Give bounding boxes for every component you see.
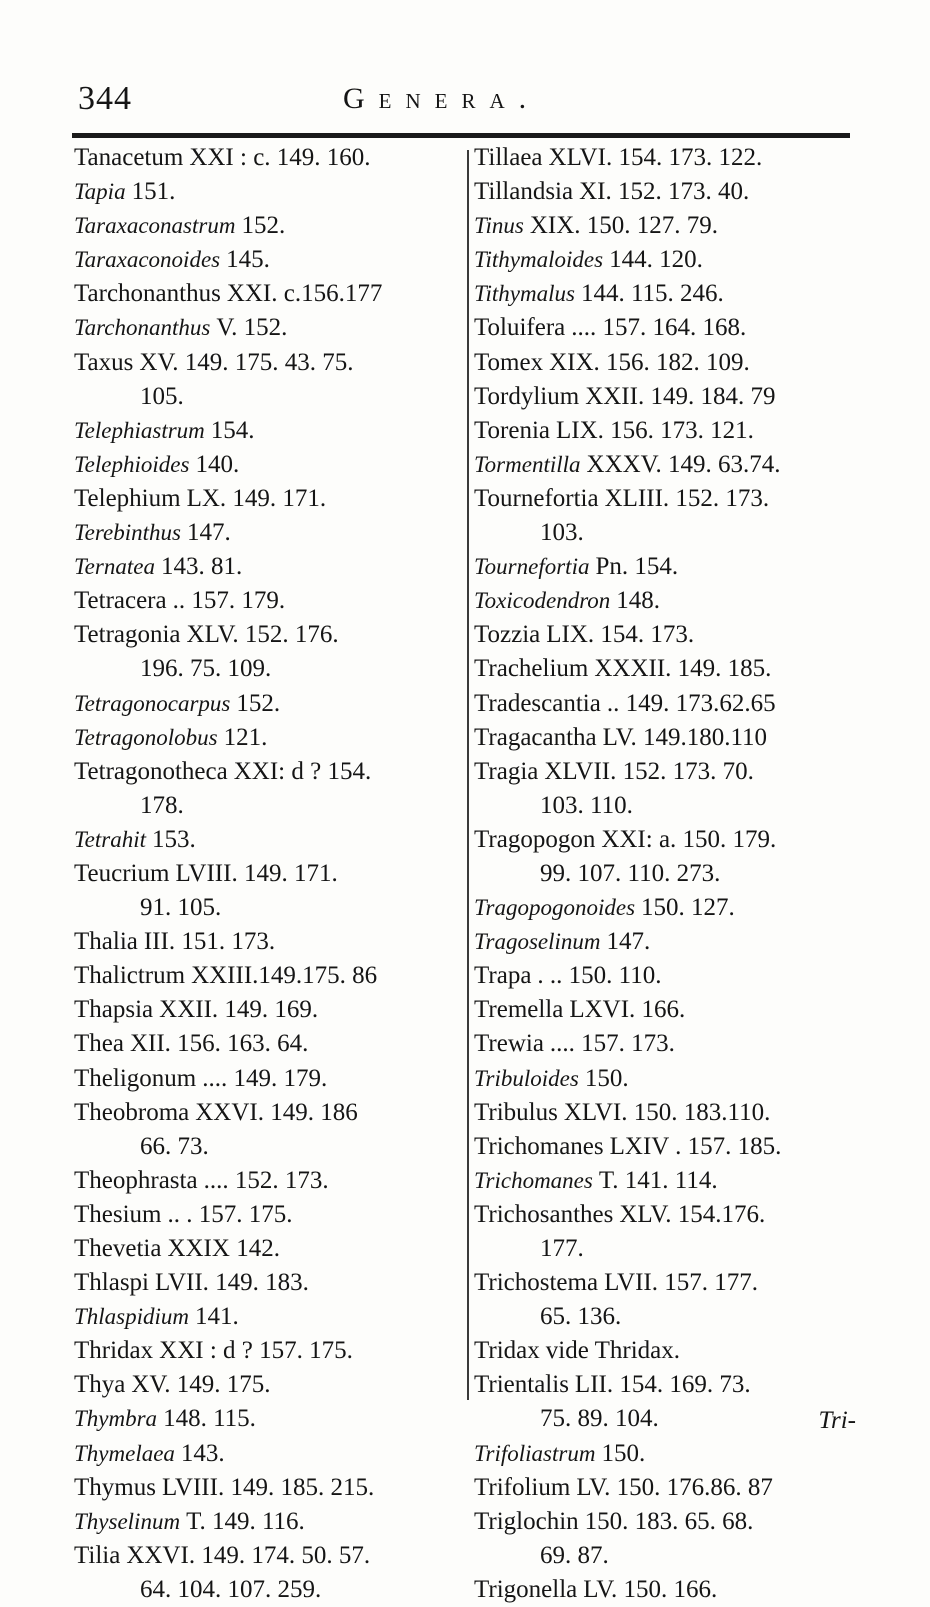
genus-name: Tridax [474,1337,540,1365]
index-entry [74,925,466,959]
index-entry [74,1027,466,1061]
page-references: 65. 136. [540,1303,622,1331]
index-entry [474,755,854,789]
page-references: XXII. 149. 184. 79 [585,382,776,410]
genus-name: Tinus [474,213,524,239]
index-entry [474,789,854,823]
genus-name: Tetrahit [74,826,147,852]
genus-name: Telephioides [74,451,190,477]
index-entry [474,448,854,482]
index-entry [474,346,854,380]
genus-name: Thridax [74,1337,154,1365]
index-entry [474,925,854,959]
genus-name: Trapa [474,962,532,990]
index-entry [474,1062,854,1096]
genus-name: Tomex [474,348,544,376]
index-entry [474,1096,854,1130]
index-entry [474,516,854,550]
genus-name: Trigonella [474,1575,578,1603]
page-references: 145. [226,246,270,274]
page-references: 150. 183. 65. 68. [584,1507,754,1535]
page-references: XXIX 142. [167,1235,280,1262]
genus-name: Trichomanes [474,1132,604,1160]
index-entry [474,1130,854,1164]
index-entry [474,1505,854,1539]
index-entry [74,687,466,721]
left-column [74,141,466,1607]
genus-name: Toxicodendron [474,588,611,614]
page-references: 91. 105. [140,894,222,922]
page-references: .. 157. 179. [172,587,286,615]
genus-name: Thyselinum [74,1508,181,1534]
index-entry [74,584,466,618]
index-entry [74,1062,466,1096]
genus-name: Tilia [74,1541,121,1569]
page-references: XXXII. 149. 185. [594,655,772,683]
index-entry [474,1471,854,1505]
page-references: XXI: d ? 154. [233,757,372,785]
genus-name: Telephiastrum [74,417,205,443]
genus-name: Trichomanes [474,1167,593,1193]
index-entry [474,175,854,209]
page-references: XV. 149. 175. [131,1371,271,1399]
genus-name: Thevetia [74,1235,162,1262]
index-entry [74,1437,466,1471]
page-references: 143. 81. [160,553,243,581]
index-entry [74,959,466,993]
page-references: .. 149. 173.62.65 [606,689,776,717]
index-entry [74,789,466,823]
index-entry [74,823,466,857]
index-entry [474,1027,854,1061]
page-references: III. 151. 173. [143,928,276,956]
index-entry [74,618,466,652]
genus-name: Tozzia [474,621,541,649]
index-entry [74,482,466,516]
page-references: 154. [210,416,255,444]
genus-name: Taraxaconastrum [74,213,236,239]
catchword: Tri- [818,1407,856,1434]
page-references: 178. [140,791,184,819]
genus-name: Tapia [74,179,126,205]
genus-name: Taxus [74,348,134,376]
index-entry [74,414,466,448]
index-entry [474,1198,854,1232]
page-references: 152. [236,689,281,717]
page-references: .... 157. 173. [549,1030,675,1058]
index-entry [474,1266,854,1300]
page-references: XXI: a. 150. 179. [601,825,777,853]
page-references: XXI : c. 149. 160. [189,144,371,171]
index-entry [74,311,466,345]
page-references: XIX. 150. 127. 79. [529,212,719,240]
page-references: LII. 154. 169. 73. [574,1371,751,1399]
page-references: 121. [223,723,268,751]
page-references: 153. [152,825,196,853]
header-rule [72,133,850,138]
index-entry [74,346,466,380]
index-entry [74,1266,466,1300]
page-references: 69. 87. [540,1541,609,1569]
index-entry [74,1198,466,1232]
page-references: 141. [195,1303,239,1331]
page-references: 150. [601,1439,646,1467]
page-references: LVII. 149. 183. [155,1269,309,1297]
genus-name: Thlaspidium [74,1304,190,1330]
index-entry [474,141,854,175]
genus-name: Tournefortia [474,554,590,580]
index-entry [474,687,854,721]
index-entry [474,1402,854,1436]
page-references: LXVI. 166. [569,996,686,1024]
genus-name: Tetragonia [74,621,181,649]
genus-name: Thalictrum [74,962,186,990]
genus-name: Trientalis [474,1371,569,1399]
genus-name: Tordylium [474,382,580,410]
right-column [474,141,854,1607]
genus-name: Tetragonolobus [74,724,218,750]
column-divider [467,150,469,1400]
page-references: XXVI. 149. 186 [195,1098,358,1126]
index-entry [474,823,854,857]
page-references: 64. 104. 107. 259. [140,1575,322,1603]
genus-name: Thalia [74,928,138,956]
genus-name: Trachelium [474,655,589,683]
index-entry [74,1368,466,1402]
genus-name: Thymus [74,1473,156,1501]
index-entry [74,755,466,789]
page-references: 148. 115. [163,1405,256,1433]
index-entry [474,652,854,686]
running-title: Genera. [343,82,541,115]
index-entry [74,516,466,550]
page-references: 152. [241,212,286,240]
page-references: XLV. 154.176. [619,1200,766,1228]
index-entry [474,891,854,925]
page-references: XLVI. 154. 173. 122. [548,144,763,171]
page-references: XII. 156. 163. 64. [129,1030,309,1058]
index-entry [474,1573,854,1607]
page-references: 144. 120. [609,246,703,274]
genus-name: Toluifera [474,314,566,342]
genus-name: Tragacantha [474,723,597,751]
genus-name: Ternatea [74,554,155,580]
index-entry [74,857,466,891]
index-entry [74,209,466,243]
index-entry [74,141,466,175]
page-references: XLV. 152. 176. [186,621,339,649]
page-references: LV. 149.180.110 [602,723,768,751]
genus-name: Triglochin [474,1507,579,1535]
page-references: XLVI. 150. 183.110. [563,1098,771,1126]
genus-name: Theophrasta [74,1166,198,1194]
index-entry [474,1300,854,1334]
index-entry [474,857,854,891]
genus-name: Tetragonocarpus [74,690,231,716]
index-entry [474,721,854,755]
page-number: 344 [78,80,132,117]
page-references: 140. [195,450,240,478]
genus-name: Thea [74,1030,124,1058]
index-entry [474,277,854,311]
page-references: 99. 107. 110. 273. [540,859,721,887]
genus-name: Thymbra [74,1406,158,1432]
genus-name: Tournefortia [474,484,599,512]
page-references: XXVI. 149. 174. 50. 57. [126,1541,371,1569]
page-references: LXIV . 157. 185. [609,1132,782,1160]
genus-name: Tormentilla [474,451,581,477]
genus-name: Tragia [474,757,539,785]
page-references: XV. 149. 175. 43. 75. [139,348,354,376]
genus-name: Thlaspi [74,1269,149,1297]
index-entry [474,209,854,243]
index-entry [74,1471,466,1505]
index-entry [474,1368,854,1402]
index-entry [74,380,466,414]
genus-name: Theobroma [74,1098,190,1126]
index-entry [474,1539,854,1573]
page-references: 148. [616,587,661,615]
index-entry [74,1402,466,1436]
page-references: .... 149. 179. [202,1064,328,1092]
index-entry [74,175,466,209]
index-entry [74,1164,466,1198]
index-entry [474,1232,854,1266]
page-references: 103. [540,519,584,547]
page-references: XXI. c.156.177 [226,280,383,308]
genus-name: Terebinthus [74,520,181,546]
page-references: T. 149. 116. [186,1507,305,1535]
page-header [78,80,850,130]
page-references: XI. 152. 173. 40. [579,178,750,206]
genus-name: Trewia [474,1030,544,1058]
genus-name: Thesium [74,1200,162,1228]
genus-name: Tarchonanthus [74,315,211,341]
genus-name: Thymelaea [74,1440,175,1466]
page-references: . .. 150. 110. [537,962,662,990]
genus-name: Thya [74,1371,126,1399]
page-references: XXIII.149.175. 86 [191,962,378,990]
page-references: 143. [180,1439,225,1467]
page-references: XXII. 149. 169. [159,996,319,1024]
page-references: LV. 150. 166. [583,1575,718,1603]
index-entry [474,380,854,414]
index-entry [474,414,854,448]
page-references: 151. [131,178,176,206]
index-entry [74,1539,466,1573]
index-entry [74,550,466,584]
page-references: .. . 157. 175. [167,1200,293,1228]
page-references: .... 157. 164. 168. [571,314,747,342]
page-references: XXI : d ? 157. 175. [159,1337,353,1365]
page-references: LVIII. 149. 185. 215. [161,1473,375,1501]
genus-name: Taraxaconoides [74,247,221,273]
index-entry [74,652,466,686]
genus-name: Tetragonotheca [74,757,228,785]
genus-name: Theligonum [74,1064,197,1092]
page-references: XXXV. 149. 63.74. [586,450,781,478]
index-entry [474,618,854,652]
index-entry [474,1437,854,1471]
index-entry [474,550,854,584]
page-references: LVII. 157. 177. [604,1269,759,1297]
index-entry [74,1300,466,1334]
index-entry [474,1164,854,1198]
genus-name: Tremella [474,996,564,1024]
index-entry [74,1232,466,1266]
page-references: vide Thridax. [545,1337,680,1365]
page-references: 196. 75. 109. [140,655,272,683]
page-references: XIX. 156. 182. 109. [549,348,750,376]
page-references: 150. [584,1064,629,1092]
index-entry [74,993,466,1027]
genus-name: Telephium [74,484,181,512]
genus-name: Tanacetum [74,144,184,171]
page-references: V. 152. [216,314,288,342]
index-entry [74,721,466,755]
page-references: T. 141. 114. [598,1166,718,1194]
genus-name: Trichosanthes [474,1200,614,1228]
page-references: 144. 115. 246. [580,280,724,308]
index-entry [74,1334,466,1368]
index-entry [74,243,466,277]
page-references: 147. [606,928,651,956]
page-references: 75. 89. 104. [540,1405,659,1433]
page-references: LIX. 156. 173. 121. [556,416,754,444]
index-entry [74,448,466,482]
index-entry [74,891,466,925]
index-entry [474,584,854,618]
genus-name: Tithymaloides [474,247,604,273]
page-references: 66. 73. [140,1132,209,1160]
page-references: 105. [140,382,184,410]
genus-name: Tragoselinum [474,929,601,955]
page-references: XLVII. 152. 173. 70. [544,757,754,785]
index-entry [474,993,854,1027]
page-references: 147. [186,519,231,547]
page-references: XLIII. 152. 173. [604,484,770,512]
genus-name: Trifolium [474,1473,571,1501]
index-entry [474,959,854,993]
index-entry [74,1573,466,1607]
index-entry [474,482,854,516]
genus-name: Tragopogon [474,825,596,853]
genus-name: Tribulus [474,1098,558,1126]
genus-name: Tragopogonoides [474,895,636,921]
page-references: Pn. 154. [595,553,679,581]
genus-name: Torenia [474,416,550,444]
page-references: LIX. 154. 173. [546,621,695,649]
index-entry [74,1096,466,1130]
genus-name: Tradescantia [474,689,601,717]
page-references: 177. [540,1235,584,1262]
index-entry [74,1130,466,1164]
page-references: 150. 127. [641,894,735,922]
index-entry [474,243,854,277]
page-references: LV. 150. 176.86. 87 [576,1473,773,1501]
page-references: LVIII. 149. 171. [175,859,338,887]
index-entry [474,311,854,345]
genus-name: Thapsia [74,996,154,1024]
page-references: LX. 149. 171. [186,484,327,512]
genus-name: Tillandsia [474,178,574,206]
index-entry [74,277,466,311]
genus-name: Trifoliastrum [474,1440,596,1466]
genus-name: Trichostema [474,1269,599,1297]
genus-name: Tillaea [474,144,543,171]
index-entry [74,1505,466,1539]
index-entry [474,1334,854,1368]
genus-name: Tarchonanthus [74,280,221,308]
genus-name: Tithymalus [474,281,575,307]
page-references: .... 152. 173. [203,1166,329,1194]
page-references: 103. 110. [540,791,633,819]
genus-name: Tetracera [74,587,167,615]
genus-name: Tribuloides [474,1065,579,1091]
genus-name: Teucrium [74,859,170,887]
